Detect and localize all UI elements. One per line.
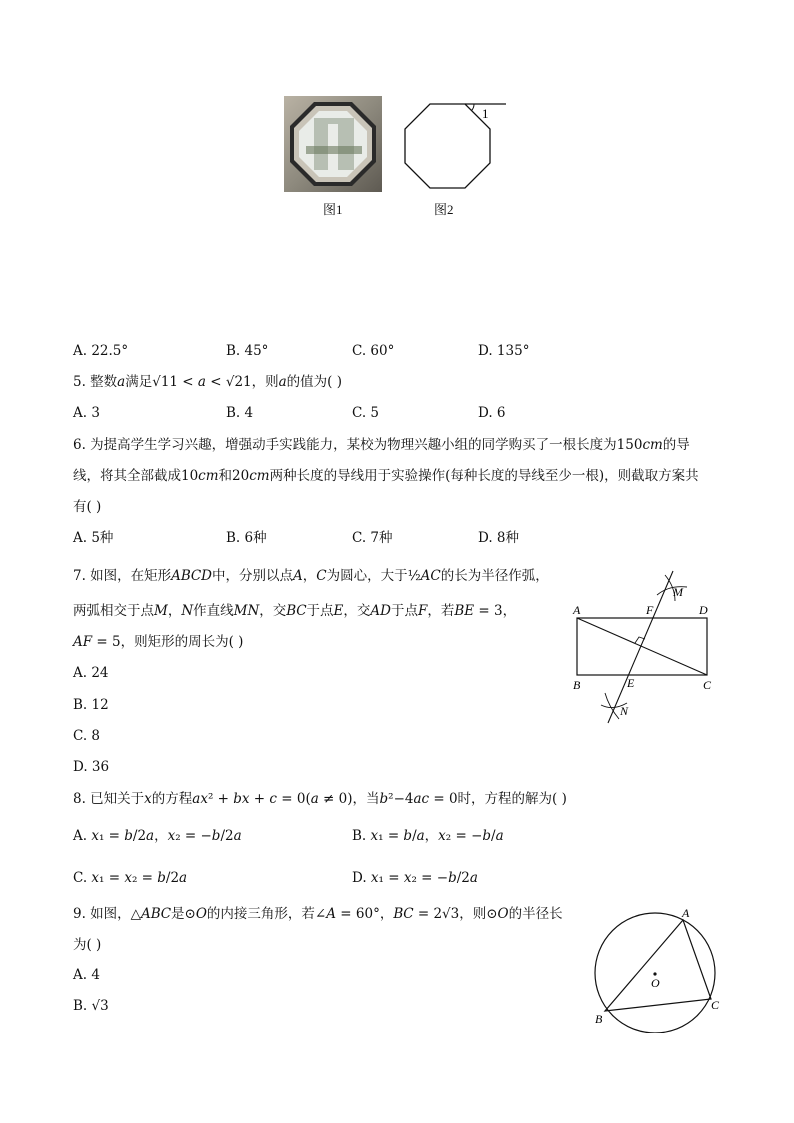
q6-option-a: A. 5种	[73, 530, 114, 546]
q9-line-2: 为( )	[73, 937, 102, 953]
q4-option-b: B. 45°	[226, 343, 269, 359]
q6-option-c: C. 7种	[352, 530, 393, 546]
q6-line-2: 线，将其全部截成10𝑐𝑚和20𝑐𝑚两种长度的导线用于实验操作(每种长度的导线至少一根)，则截取方案共	[73, 468, 699, 484]
q6-line-3: 有( )	[73, 499, 102, 515]
label-F: F	[646, 603, 654, 617]
label-N: N	[620, 704, 629, 718]
figure-1-caption: 图1	[323, 202, 343, 217]
q8-option-c: C. 𝑥₁ = 𝑥₂ = 𝑏/2𝑎	[73, 870, 188, 886]
q9-circle-figure	[585, 903, 725, 1033]
label-B: B	[573, 678, 581, 692]
label-M: M	[673, 585, 683, 599]
q5-option-a: A. 3	[73, 405, 100, 421]
q7-option-a: A. 24	[73, 665, 109, 681]
q7-option-b: B. 12	[73, 697, 109, 713]
octagon-window-photo	[284, 96, 382, 192]
q9-option-b: B. √3	[73, 998, 109, 1014]
q4-option-d: D. 135°	[478, 343, 530, 359]
q5-option-b: B. 4	[226, 405, 254, 421]
q4-option-a: A. 22.5°	[73, 343, 129, 359]
q6-option-d: D. 8种	[478, 530, 520, 546]
figure-1-photo	[284, 96, 382, 192]
q9-option-a: A. 4	[73, 967, 100, 983]
q7-option-d: D. 36	[73, 759, 110, 775]
q9-line-1: 9. 如图，△𝐴𝐵𝐶是⊙𝑂的内接三角形，若∠𝐴 = 60°，𝐵𝐶 = 2√3，则⊙𝑂的半径长	[73, 906, 563, 922]
q8-option-b: B. 𝑥₁ = 𝑏/𝑎，𝑥₂ = −𝑏/𝑎	[352, 828, 504, 844]
arc-n-2	[605, 693, 619, 719]
q6-line-1: 6. 为提高学生学习兴趣，增强动手实践能力，某校为物理兴趣小组的同学购买了一根长度为150𝑐𝑚的导	[73, 437, 690, 453]
angle-1-label: 1	[482, 106, 489, 121]
figure-2-caption: 图2	[434, 202, 454, 217]
q7-line-3: 𝐴𝐹 = 5，则矩形的周长为( )	[73, 634, 244, 650]
q7-rectangle-figure	[565, 565, 725, 730]
q7-line-2: 两弧相交于点𝑀，𝑁作直线𝑀𝑁，交𝐵𝐶于点𝐸，交𝐴𝐷于点𝐹，若𝐵𝐸 = 3，	[73, 603, 517, 619]
label-E: E	[627, 676, 635, 690]
q8-stem: 8. 已知关于𝑥的方程𝑎𝑥² + 𝑏𝑥 + 𝑐 = 0(𝑎 ≠ 0)，当𝑏²−4𝑎𝑐 = 0时，方程的解为( )	[73, 791, 567, 807]
label-C: C	[703, 678, 712, 692]
q7-option-c: C. 8	[73, 728, 101, 744]
label-B: B	[595, 1012, 603, 1026]
figure-2-octagon	[398, 98, 510, 192]
q8-option-a: A. 𝑥₁ = 𝑏/2𝑎，𝑥₂ = −𝑏/2𝑎	[73, 828, 242, 844]
label-A: A	[682, 906, 690, 920]
diagonal-ac	[577, 618, 707, 675]
q6-option-b: B. 6种	[226, 530, 267, 546]
q7-line-1: 7. 如图，在矩形𝐴𝐵𝐶𝐷中，分别以点𝐴，𝐶为圆心，大于½𝐴𝐶的长为半径作弧，	[73, 568, 549, 584]
q5-option-c: C. 5	[352, 405, 380, 421]
q5-stem: 5. 整数𝑎满足√11 < 𝑎 < √21，则𝑎的值为( )	[73, 374, 342, 390]
q4-option-c: C. 60°	[352, 343, 395, 359]
line-mn	[608, 571, 673, 723]
label-C: C	[711, 998, 720, 1012]
triangle-abc	[605, 920, 711, 1011]
q8-option-d: D. 𝑥₁ = 𝑥₂ = −𝑏/2𝑎	[352, 870, 478, 886]
label-D: D	[699, 603, 708, 617]
label-O: O	[651, 976, 660, 990]
label-A: A	[573, 603, 581, 617]
q5-option-d: D. 6	[478, 405, 506, 421]
